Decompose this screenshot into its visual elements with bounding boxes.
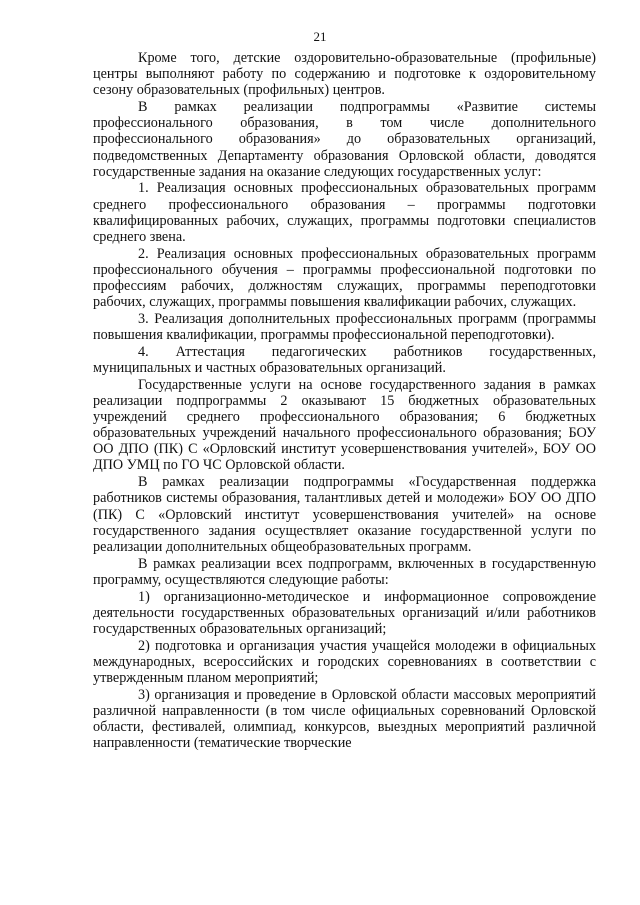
paragraph-service-providers: Государственные услуги на основе государственного задания в рамках реализации подпрограммы 2 оказывают 15 бюджетных образовательных учреждений среднего профессионального образования; 6 бюджетных образовательных учреждений начального профессионального образования; БОУ ОО ДПО (ПК) С «Орловский институт усовершенствования учителей», БОУ ОО ДПО УМЦ по ГО ЧС Орловской области.	[93, 376, 596, 474]
paragraph-all-subprograms: В рамках реализации всех подпрограмм, включенных в государственную программу, осуществляются следующие работы:	[93, 555, 596, 588]
paragraph-work-3: 3) организация и проведение в Орловской области массовых мероприятий различной направленности (в том числе официальных соревнований Орловской области, фестивалей, олимпиад, конкурсов, выездных мероприятий различной направленности (тематические творческие	[93, 686, 596, 752]
paragraph-service-1: 1. Реализация основных профессиональных образовательных программ среднего профессионального образования – программы подготовки квалифицированных рабочих, служащих, программы подготовки специалистов среднего звена.	[93, 180, 596, 245]
paragraph-service-2: 2. Реализация основных профессиональных образовательных программ профессионального обучения – программы профессиональной подготовки по профессиям рабочих, должностям служащих, программы переподготовки рабочих, служащих, программы повышения квалификации рабочих, служащих.	[93, 245, 596, 311]
paragraph-service-4: 4. Аттестация педагогических работников государственных, муниципальных и частных образовательных организаций.	[93, 343, 596, 376]
paragraph-subprogram-development: В рамках реализации подпрограммы «Развитие системы профессионального образования, в том числе дополнительного профессионального образования» до образовательных организаций, подведомственных Департаменту образования Орловской области, доводятся государственные задания на оказание следующих государственных услуг:	[93, 99, 596, 180]
paragraph-health-centers: Кроме того, детские оздоровительно-образовательные (профильные) центры выполняют работу по содержанию и подготовке к оздоровительному сезону образовательных (профильных) центров.	[93, 50, 596, 99]
page-number: 21	[313, 29, 327, 44]
paragraph-work-2: 2) подготовка и организация участия учащейся молодежи в официальных международных, всероссийских и городских соревнованиях в соответствии с утвержденным планом мероприятий;	[93, 637, 596, 686]
document-body	[93, 50, 596, 751]
paragraph-work-1: 1) организационно-методическое и информационное сопровождение деятельности государственных образовательных организаций и/или работников государственных образовательных организаций;	[93, 588, 596, 637]
paragraph-subprogram-support: В рамках реализации подпрограммы «Государственная поддержка работников системы образования, талантливых детей и молодежи» БОУ ОО ДПО (ПК) С «Орловский институт усовершенствования учителей» на основе государственного задания осуществляет оказание государственной услуги по реализации дополнительных общеобразовательных программ.	[93, 474, 596, 555]
paragraph-service-3: 3. Реализация дополнительных профессиональных программ (программы повышения квалификации, программы профессиональной переподготовки).	[93, 310, 596, 344]
